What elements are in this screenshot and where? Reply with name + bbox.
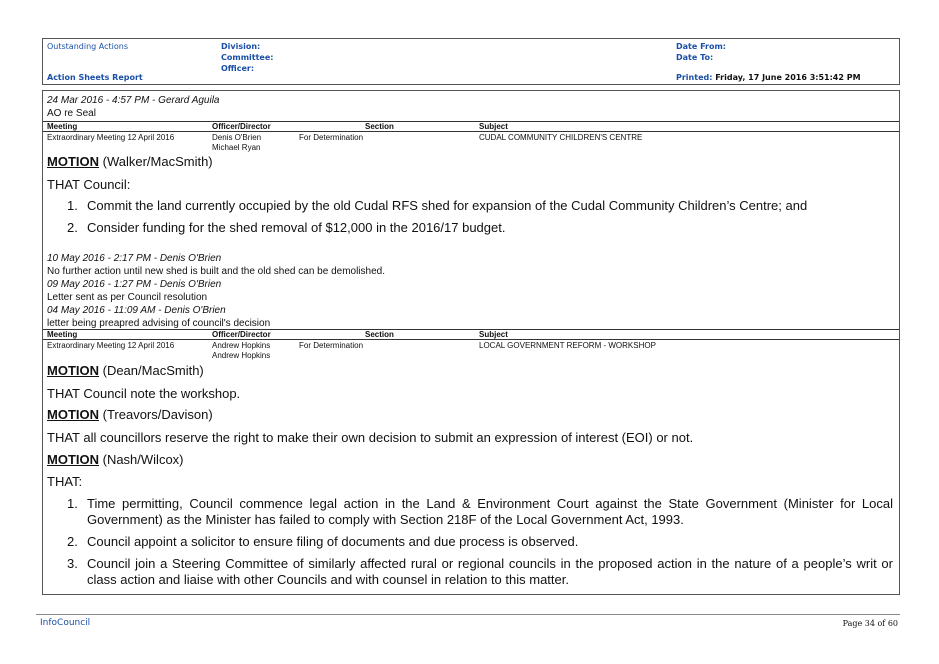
motion-movers: (Treavors/Davison) <box>99 407 213 422</box>
motion-movers: (Nash/Wilcox) <box>99 452 184 467</box>
motion-movers: (Dean/MacSmith) <box>99 363 204 378</box>
officer-name: Denis O'Brien <box>212 133 262 142</box>
motion-word: MOTION <box>47 154 99 169</box>
list-item: 2. Consider funding for the shed removal of $12,000 in the 2016/17 budget. <box>67 220 506 235</box>
motion-heading <box>47 407 213 423</box>
report-header <box>42 38 900 85</box>
officer-label: Officer: <box>221 64 255 73</box>
date-to-label: Date To: <box>676 53 714 62</box>
motion-text: THAT all councillors reserve the right to make their own decision to submit an expression of interest (EOI) or not. <box>47 430 694 445</box>
list-item: 2. Council appoint a solicitor to ensure filing of documents and due process is observed. <box>67 534 579 549</box>
section-cell: For Determination <box>299 341 364 350</box>
motion-word: MOTION <box>47 363 99 378</box>
printed-value: Friday, 17 June 2016 3:51:42 PM <box>715 73 861 82</box>
col-section: Section <box>365 330 394 339</box>
col-subject: Subject <box>479 330 508 339</box>
page-number: Page 34 of 60 <box>842 619 898 628</box>
list-item: 3. Council join a Steering Committee of similarly affected rural or regional councils in the proposed action in the nature of a people’s writ or class action and liaise with other Councils and with counsel in relation to this matter. <box>67 556 893 587</box>
entry-note: No further action until new shed is built and the old shed can be demolished. <box>47 266 385 277</box>
report-name: Action Sheets Report <box>47 73 143 82</box>
col-officer: Officer/Director <box>212 330 271 339</box>
col-meeting: Meeting <box>47 330 78 339</box>
motion-word: MOTION <box>47 452 99 467</box>
meeting-cell: Extraordinary Meeting 12 April 2016 <box>47 341 175 350</box>
date-labels <box>676 41 726 63</box>
motion-text: THAT: <box>47 474 83 489</box>
entry-stamp: 10 May 2016 - 2:17 PM - Denis O'Brien <box>47 253 222 264</box>
table-header <box>43 329 899 340</box>
officer-name: Michael Ryan <box>212 143 261 152</box>
motion-movers: (Walker/MacSmith) <box>99 154 213 169</box>
col-officer: Officer/Director <box>212 122 271 131</box>
entry-stamp: 04 May 2016 - 11:09 AM - Denis O'Brien <box>47 305 226 316</box>
filter-labels <box>221 41 273 74</box>
entry-stamp: 24 Mar 2016 - 4:57 PM - Gerard Aguila <box>47 95 220 106</box>
action-entries <box>47 252 385 330</box>
subject-cell: CUDAL COMMUNITY CHILDREN'S CENTRE <box>479 133 643 142</box>
motion-heading <box>47 363 204 379</box>
printed-line <box>676 72 861 83</box>
officer-cell <box>212 341 270 361</box>
printed-label: Printed: <box>676 73 713 82</box>
officer-name: Andrew Hopkins <box>212 341 271 350</box>
division-label: Division: <box>221 42 261 51</box>
outstanding-actions-label: Outstanding Actions <box>47 42 128 51</box>
list-item: 1. Time permitting, Council commence legal action in the Land & Environment Court against the State Government (Minister for Local Government) as the Minister has failed to comply with Section 218F of the Local Government Act, 1993. <box>67 496 893 527</box>
action-entry <box>47 94 220 120</box>
meeting-cell: Extraordinary Meeting 12 April 2016 <box>47 133 175 142</box>
committee-label: Committee: <box>221 53 274 62</box>
infocouncil-brand: InfoCouncil <box>40 618 91 628</box>
table-header <box>43 121 899 132</box>
subject-cell: LOCAL GOVERNMENT REFORM - WORKSHOP <box>479 341 656 350</box>
col-section: Section <box>365 122 394 131</box>
motion-word: MOTION <box>47 407 99 422</box>
col-meeting: Meeting <box>47 122 78 131</box>
officer-name: Andrew Hopkins <box>212 351 271 360</box>
entry-note: letter being preapred advising of council's decision <box>47 318 271 329</box>
entry-note: AO re Seal <box>47 108 96 119</box>
section-cell: For Determination <box>299 133 364 142</box>
report-body <box>42 90 900 595</box>
motion-heading <box>47 452 184 468</box>
list-item: 1. Commit the land currently occupied by the old Cudal RFS shed for expansion of the Cudal Community Children’s Centre; and <box>67 198 808 213</box>
motion-text: THAT Council note the workshop. <box>47 386 241 401</box>
page-footer <box>36 614 900 634</box>
col-subject: Subject <box>479 122 508 131</box>
entry-note: Letter sent as per Council resolution <box>47 292 208 303</box>
officer-cell <box>212 133 261 153</box>
entry-stamp: 09 May 2016 - 1:27 PM - Denis O'Brien <box>47 279 222 290</box>
motion-text: THAT Council: <box>47 177 131 192</box>
motion-heading <box>47 154 213 170</box>
date-from-label: Date From: <box>676 42 727 51</box>
